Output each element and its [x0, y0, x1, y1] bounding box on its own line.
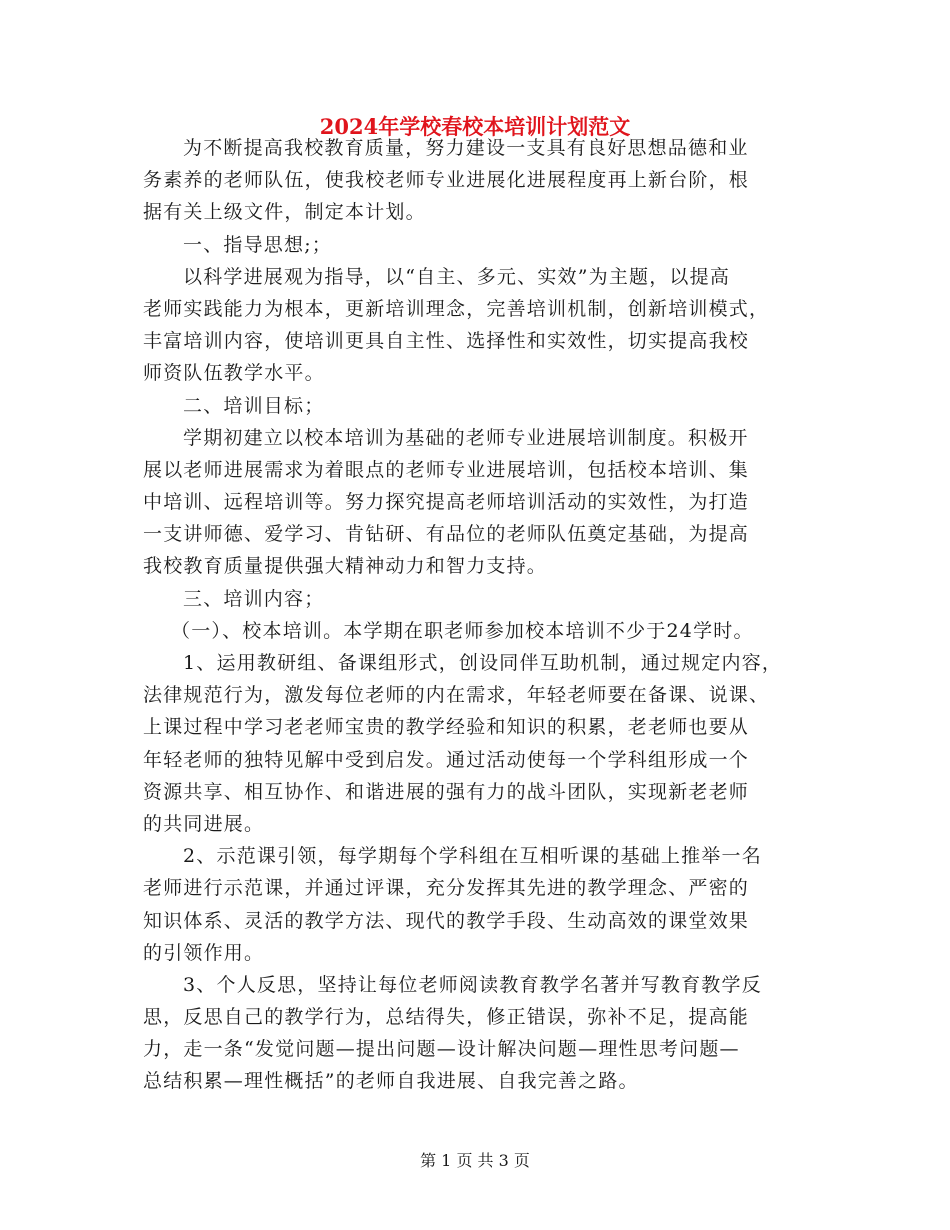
- paragraph-line: 上课过程中学习老老师宝贵的教学经验和知识的积累，老老师也要从: [143, 716, 750, 739]
- paragraph-line: 3、个人反思，坚持让每位老师阅读教育教学名著并写教育教学反: [183, 973, 762, 996]
- paragraph-line: 资源共享、相互协作、和谐进展的强有力的战斗团队，实现新老老师: [143, 780, 750, 803]
- document-title: 2024年学校春校本培训计划范文: [319, 114, 631, 139]
- paragraph-line: 的引领作用。: [143, 941, 265, 964]
- section-heading: 二、培训目标；: [183, 394, 325, 417]
- paragraph-line: 务素养的老师队伍，使我校老师专业进展化进展程度再上新台阶，根: [143, 169, 750, 192]
- paragraph-line: 2、示范课引领，每学期每个学科组在互相听课的基础上推举一名: [183, 845, 762, 868]
- paragraph-line: 总结积累—理性概括”的老师自我进展、自我完善之路。: [143, 1070, 639, 1093]
- paragraph-line: 中培训、远程培训等。努力探究提高老师培训活动的实效性，为打造: [143, 491, 750, 514]
- paragraph-line: 以科学进展观为指导，以“自主、多元、实效”为主题，以提高: [183, 265, 731, 288]
- paragraph-line: 一支讲师德、爱学习、肯钻研、有品位的老师队伍奠定基础，为提高: [143, 523, 750, 546]
- paragraph-line: 思，反思自己的教学行为，总结得失，修正错误，弥补不足，提高能: [143, 1006, 750, 1029]
- paragraph-line: 年轻老师的独特见解中受到启发。通过活动使每一个学科组形成一个: [143, 748, 750, 771]
- paragraph-line: 力，走一条“发觉问题—提出问题—设计解决问题—理性思考问题—: [143, 1038, 740, 1061]
- paragraph-line: 丰富培训内容，使培训更具自主性、选择性和实效性，切实提高我校: [143, 330, 750, 353]
- paragraph-line: 我校教育质量提供强大精神动力和智力支持。: [143, 555, 548, 578]
- paragraph-line: 为不断提高我校教育质量，努力建设一支具有良好思想品德和业: [183, 137, 749, 159]
- section-heading: 三、培训内容；: [183, 587, 325, 610]
- paragraph-line: 学期初建立以校本培训为基础的老师专业进展培训制度。积极开: [183, 426, 749, 449]
- paragraph-line: 展以老师进展需求为着眼点的老师专业进展培训，包括校本培训、集: [143, 458, 750, 481]
- paragraph-line: 老师进行示范课，并通过评课，充分发挥其先进的教学理念、严密的: [143, 877, 750, 900]
- subsection-heading: （一）、校本培训。本学期在职老师参加校本培训不少于24学时。: [171, 619, 754, 642]
- paragraph-line: 老师实践能力为根本，更新培训理念，完善培训机制，创新培训模式，: [143, 297, 770, 320]
- paragraph-line: 知识体系、灵活的教学方法、现代的教学手段、生动高效的课堂效果: [143, 909, 750, 932]
- paragraph-line: 师资队伍教学水平。: [143, 362, 325, 385]
- paragraph-line: 1、运用教研组、备课组形式，创设同伴互助机制，通过规定内容，: [183, 652, 783, 674]
- paragraph-line: 据有关上级文件，制定本计划。: [143, 201, 426, 224]
- section-heading: 一、指导思想;；: [183, 233, 333, 256]
- paragraph-line: 法律规范行为，激发每位老师的内在需求，年轻老师要在备课、说课、: [143, 684, 770, 707]
- page-number-footer: 第 1 页 共 3 页: [420, 1151, 530, 1170]
- paragraph-line: 的共同进展。: [143, 812, 265, 835]
- document-body: [143, 132, 815, 1098]
